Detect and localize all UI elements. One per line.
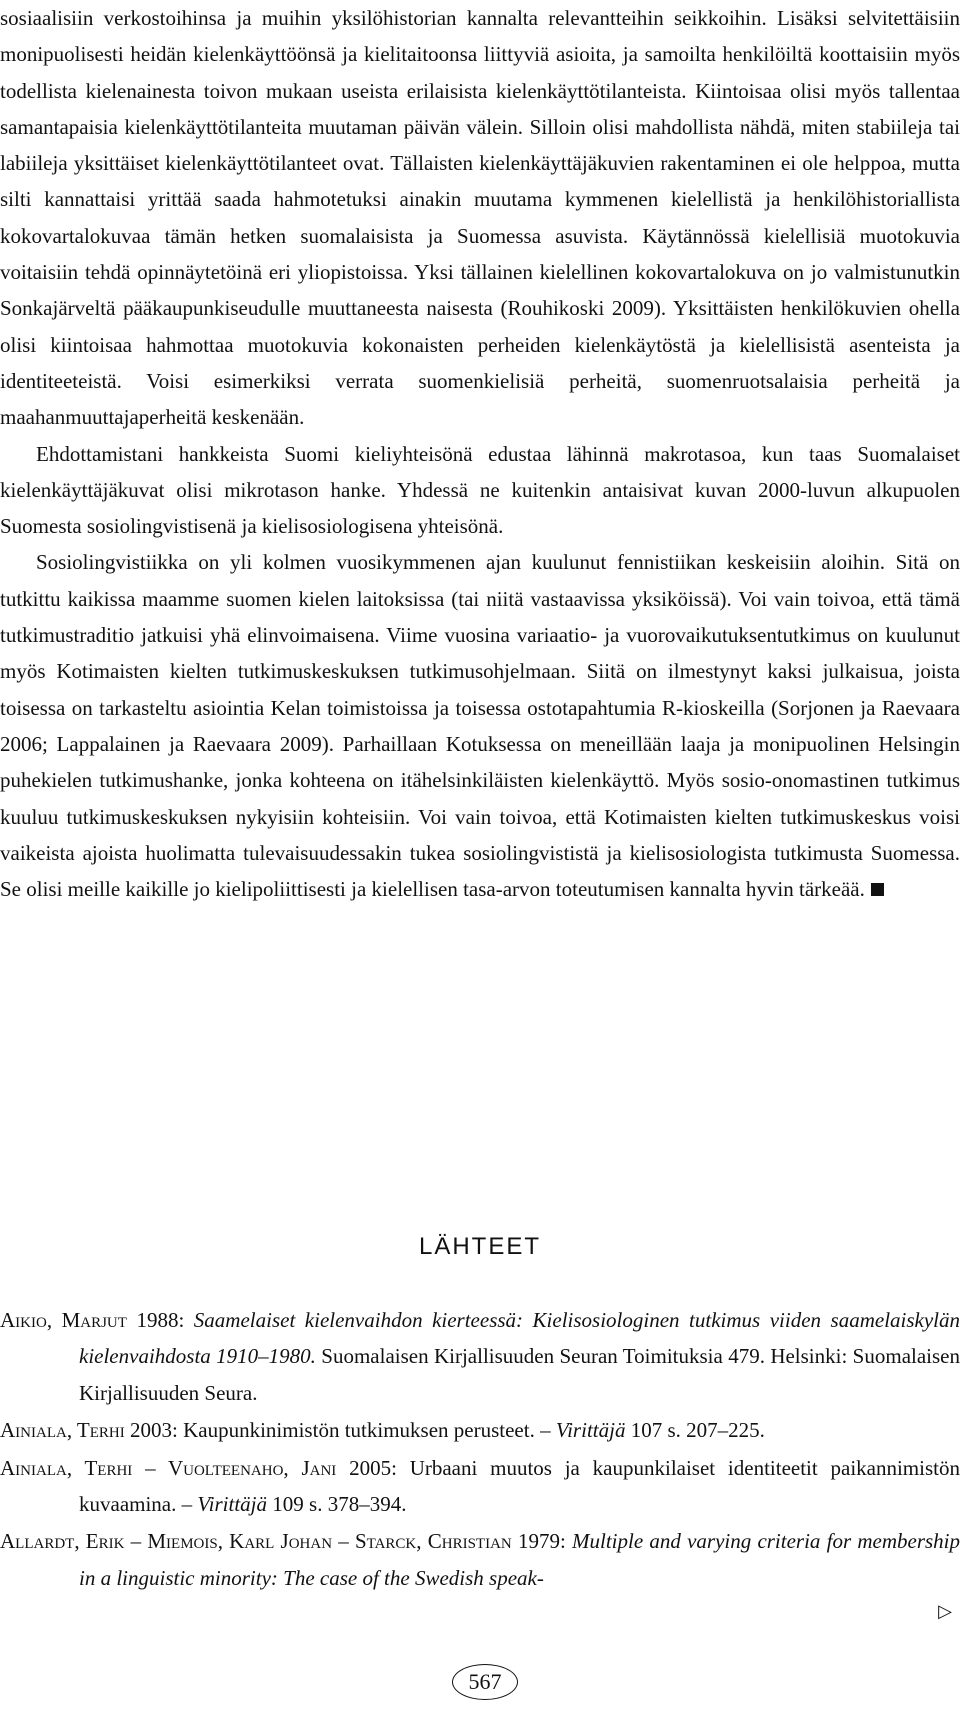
paragraph-1: sosiaalisiin verkostoihinsa ja muihin yksilöhistorian kannalta relevantteihin seikkoihin. Lisäksi selvitettäisiin monipuolisesti heidän kielenkäyttöönsä ja kielitaitoonsa liittyviä asioita, ja samoilta henkilöiltä koottaisiin myös todellista kielenainesta toivon mukaan useista erilaisista kielenkäyttötilanteista. Kiintoisaa olisi myös tallentaa samantapaisia kielenkäyttötilanteita muutaman päivän välein. Silloin olisi mahdollista nähdä, miten stabiileja tai labiileja yksittäiset kielenkäyttötilanteet ovat. Tällaisten kielenkäyttäjäkuvien rakentaminen ei ole helppoa, mutta silti kannattaisi yrittää saada hahmotetuksi ainakin muutama kymmenen kielellistä ja henkilöhistoriallista kokovartalokuvaa tämän hetken suomalaisista ja Suomessa asuvista. Käytännössä kielellisiä muotokuvia voitaisiin tehdä opinnäytetöinä eri yliopistoissa. Yksi tällainen kielellinen kokovartalokuva on jo valmistunutkin Sonkajärveltä pääkaupunkiseudulle muuttaneesta naisesta (Rouhikoski 2009). Yksittäisten henkilökuvien ohella olisi kiintoisaa hahmottaa muotokuvia kokonaisten perheiden kielenkäytöstä ja kielellisistä asenteista ja identiteeteistä. Voisi esimerkiksi verrata suomenkielisiä perheitä, suomenruotsalaisia perheitä ja maahanmuuttajaperheitä keskenään. <box>0 6 960 430</box>
page-number: 567 <box>452 1664 518 1700</box>
reference-details: Suomalaisen Kirjallisuuden Seuran Toimituksia 479. Helsinki: Suomalaisen Kirjallisuuden Seura. <box>79 1344 960 1405</box>
reference-item <box>0 1302 960 1411</box>
end-of-article-mark <box>871 883 884 896</box>
references-heading: LÄHTEET <box>418 1233 542 1260</box>
paragraph-2: Ehdottamistani hankkeista Suomi kieliyhteisönä edustaa lähinnä makrotasoa, kun taas Suomalaiset kielenkäyttäjäkuvat olisi mikrotason hanke. Yhdessä ne kuitenkin antaisivat kuvan 2000-luvun alkupuolen Suomesta sosiolingvistisenä ja kielisosiologisena yhteisönä. <box>0 441 960 539</box>
reference-author: Ainiala, Terhi – Vuolteenaho, Jani <box>0 1455 337 1480</box>
reference-title: Urbaani muutos ja kaupunkilaiset identiteetit paikannimistön kuvaamina. – <box>79 1455 960 1516</box>
reference-title: Multiple and varying criteria for membership in a linguistic minority: The case of the Swedish speak- <box>79 1529 960 1590</box>
reference-journal: Virittäjä <box>555 1418 626 1443</box>
reference-title: Saamelaiset kielenvaihdon kierteessä: Kielisosiologinen tutkimus viiden saamelaiskylän kielenvaihdosta 1910–1980. <box>79 1308 960 1369</box>
reference-author: Aikio, Marjut <box>0 1308 127 1332</box>
reference-year: 1988: <box>136 1308 185 1332</box>
reference-item <box>0 1450 960 1523</box>
reference-author: Allardt, Erik – Miemois, Karl Johan – Starck, Christian <box>0 1529 512 1554</box>
reference-details: 107 s. 207–225. <box>630 1418 765 1443</box>
reference-year: 1979: <box>517 1529 566 1554</box>
reference-year: 2003: <box>130 1418 178 1443</box>
paragraph-3 <box>0 544 960 907</box>
reference-item <box>0 1412 960 1448</box>
reference-item <box>0 1523 960 1596</box>
reference-journal: Virittäjä <box>197 1491 268 1516</box>
reference-list <box>0 1302 960 1597</box>
reference-details: 109 s. 378–394. <box>272 1491 407 1516</box>
reference-year: 2005: <box>349 1455 397 1480</box>
continue-arrow-icon: ▷ <box>938 1601 952 1622</box>
reference-author: Ainiala, Terhi <box>0 1418 125 1443</box>
reference-title: Kaupunkinimistön tutkimuksen perusteet. – <box>183 1418 551 1443</box>
paragraph-3-text: Sosiolingvistiikka on yli kolmen vuosikymmenen ajan kuulunut fennistiikan keskeisiin aloihin. Sitä on tutkittu kaikissa maamme suomen kielen laitoksissa (tai niitä vastaavissa yksiköissä). Voi vain toivoa, että tämä tutkimustraditio jatkuisi yhä elinvoimaisena. Viime vuosina variaatio- ja vuorovaikutuksentutkimus on kuulunut myös Kotimaisten kielten tutkimuskeskuksen tutkimusohjelmaan. Siitä on ilmestynyt kaksi julkaisua, joista toisessa on tarkasteltu asiointia Kelan toimistoissa ja toisessa ostotapahtumia R-kioskeilla (Sorjonen ja Raevaara 2006; Lappalainen ja Raevaara 2009). Parhaillaan Kotuksessa on meneillään laaja ja monipuolinen Helsingin puhekielen tutkimushanke, jonka kohteena on itähelsinkiläisten kielenkäyttö. Myös sosio-onomastinen tutkimus kuuluu tutkimuskeskuksen nykyisiin kohteisiin. Voi vain toivoa, että Kotimaisten kielten tutkimuskeskus voisi vaikeista ajoista huolimatta tulevaisuudessakin tukea sosiolingvististä ja kielisosiologista tutkimusta Suomessa. Se olisi meille kaikille jo kielipoliittisesti ja kielellisen tasa-arvon toteutumisen kannalta hyvin tärkeää. <box>0 550 960 902</box>
